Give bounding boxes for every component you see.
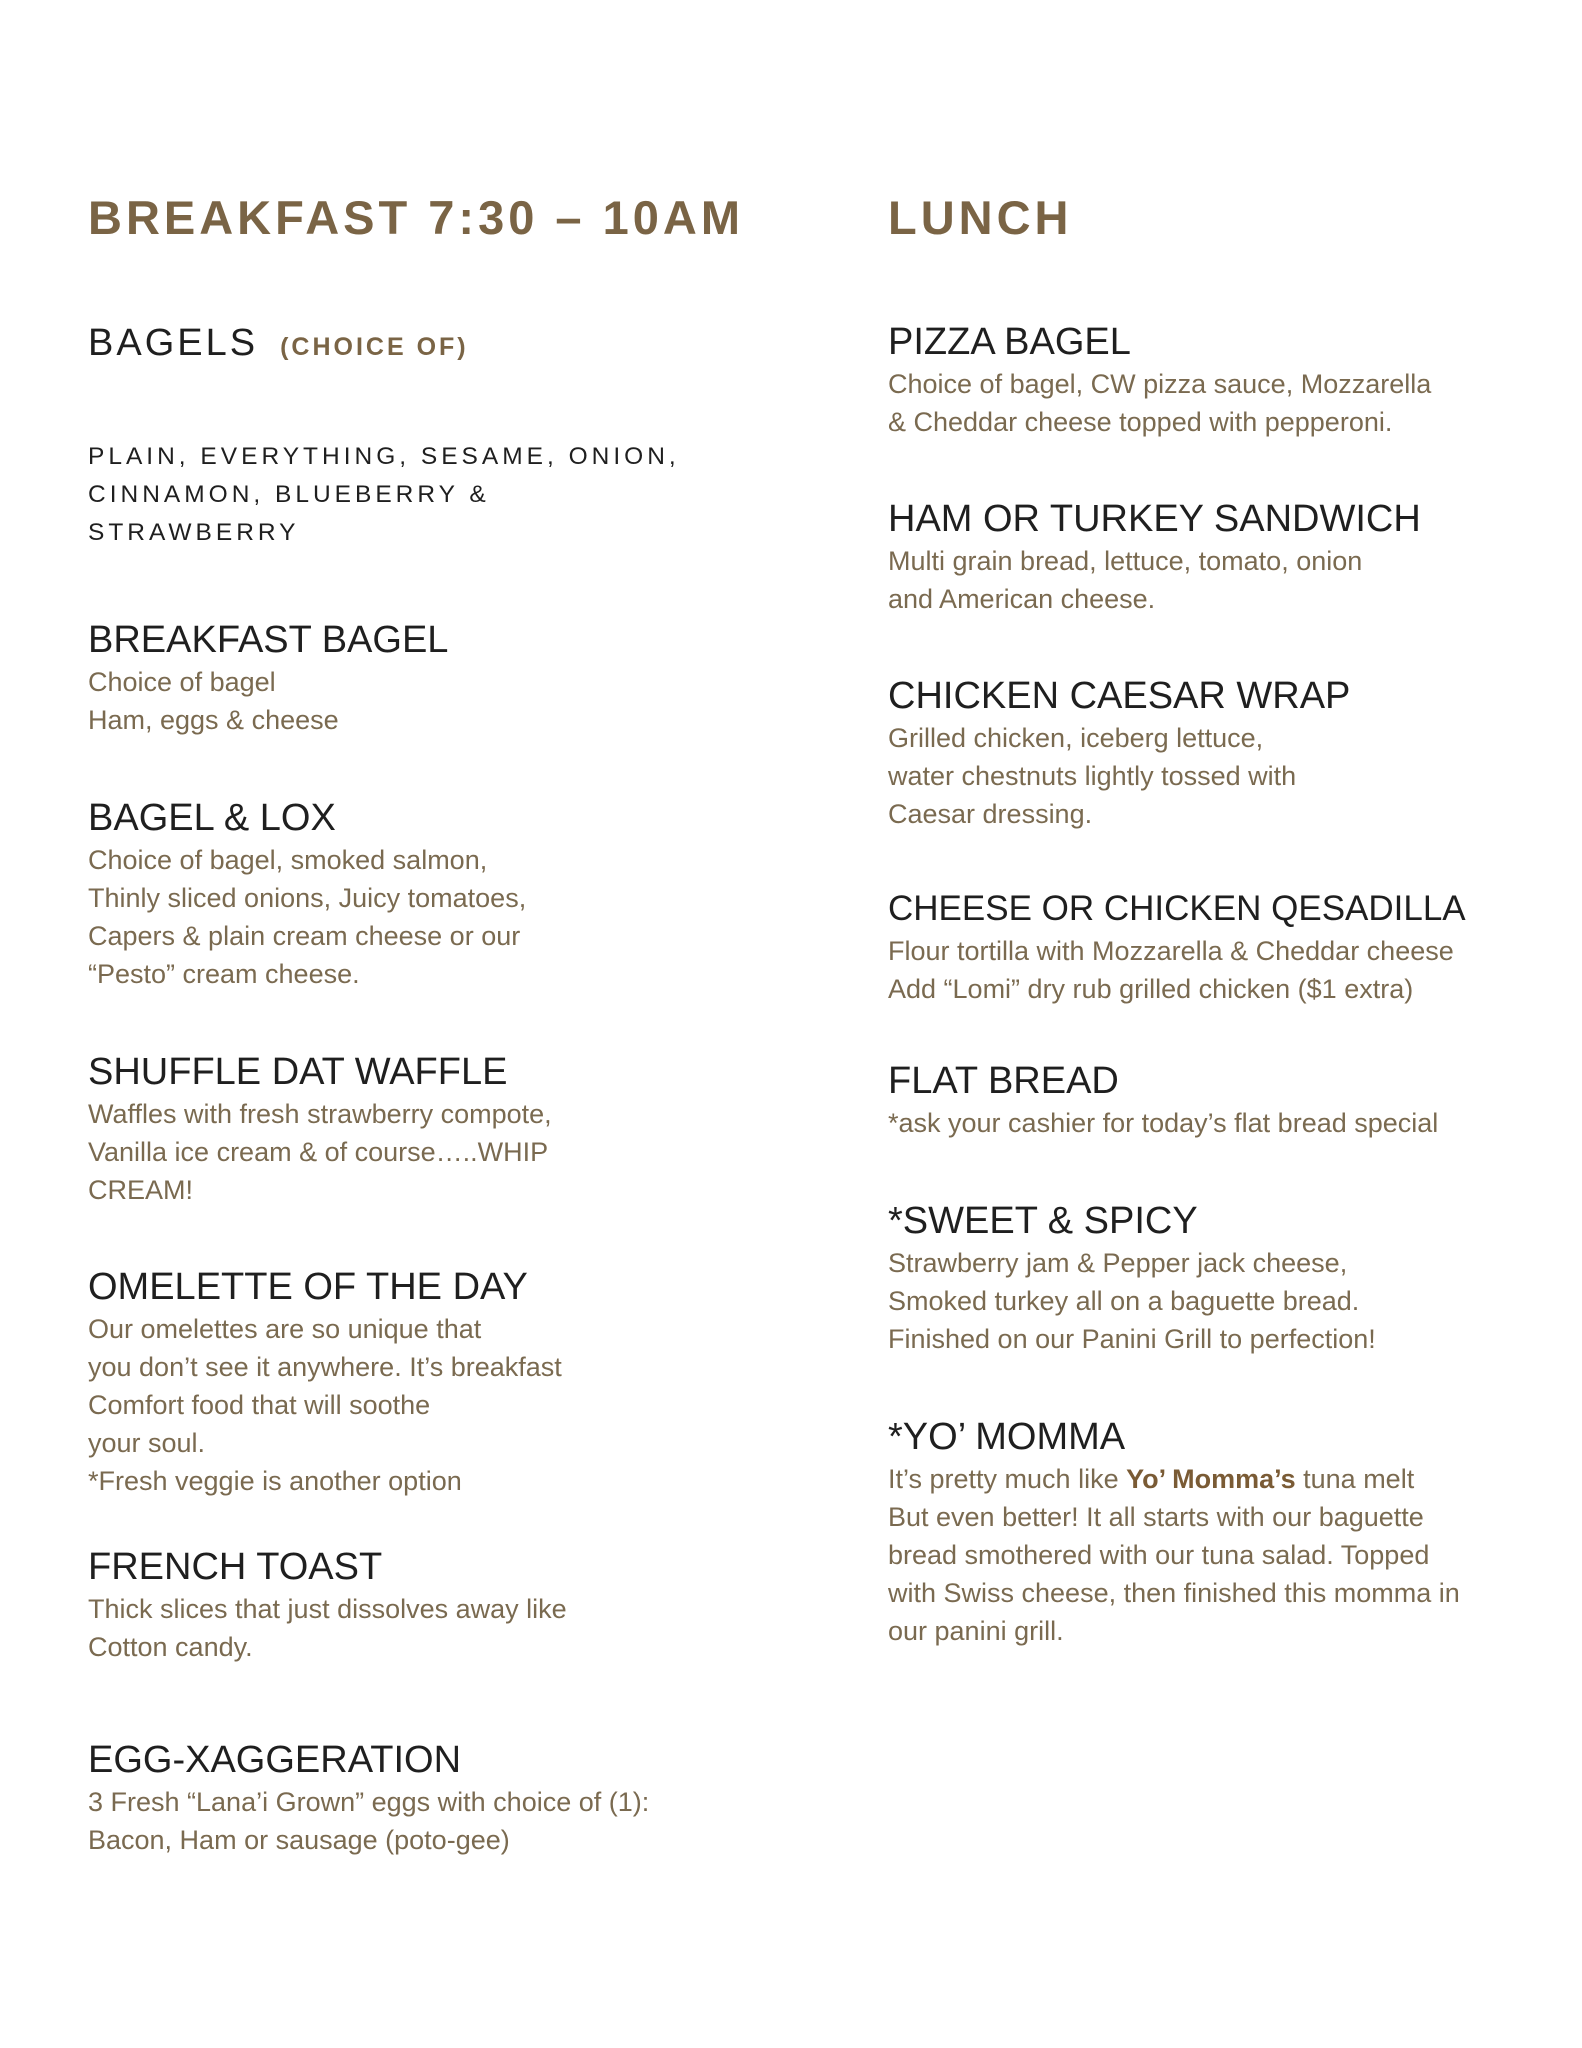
menu-item-title: SHUFFLE DAT WAFFLE [88, 1051, 508, 1093]
bagel-flavors-line: CINNAMON, BLUEBERRY & [88, 481, 490, 508]
menu-item-description: 3 Fresh “Lana’i Grown” eggs with choice of (1): Bacon, Ham or sausage (poto-gee) [88, 1787, 650, 1855]
bagels-choice-label: (CHOICE OF) [280, 333, 469, 361]
menu-item-title: *YO’ MOMMA [888, 1416, 1126, 1458]
bagel-flavors-line: STRAWBERRY [88, 519, 300, 546]
menu-item-yo-momma [888, 1413, 1568, 1650]
menu-item-breakfast-bagel [88, 616, 768, 739]
menu-item-omelette-of-the-day [88, 1263, 768, 1500]
menu-item-description: Thick slices that just dissolves away like Cotton candy. [88, 1594, 567, 1662]
menu-item-egg-xaggeration [88, 1736, 768, 1859]
breakfast-heading: BREAKFAST 7:30 – 10AM [88, 191, 744, 244]
description-text: tuna melt But even better! It all starts with our baguette bread smothered with our tuna salad. Topped with Swiss cheese, then finished this momma in our panini grill. [888, 1464, 1460, 1646]
menu-item-title: CHICKEN CAESAR WRAP [888, 675, 1351, 717]
menu-item-cheese-or-chicken-qesadilla [888, 885, 1568, 1008]
menu-item-french-toast [88, 1543, 768, 1666]
menu-item-title: *SWEET & SPICY [888, 1200, 1198, 1242]
menu-item-title: FLAT BREAD [888, 1060, 1119, 1102]
menu-item-title: PIZZA BAGEL [888, 321, 1131, 363]
menu-item-description [888, 1460, 1568, 1650]
menu-item-description: *ask your cashier for today’s flat bread special [888, 1108, 1439, 1138]
menu-item-chicken-caesar-wrap [888, 672, 1568, 833]
menu-item-description: Choice of bagel, smoked salmon, Thinly sliced onions, Juicy tomatoes, Capers & plain cream cheese or our “Pesto” cream cheese. [88, 845, 527, 989]
menu-item-pizza-bagel [888, 318, 1568, 441]
menu-item-ham-or-turkey-sandwich [888, 495, 1568, 618]
highlighted-text: Yo’ Momma’s [1126, 1464, 1296, 1494]
menu-item-description: Choice of bagel Ham, eggs & cheese [88, 667, 339, 735]
menu-item-description: Flour tortilla with Mozzarella & Cheddar cheese Add “Lomi” dry rub grilled chicken ($1 extra) [888, 936, 1454, 1004]
bagels-title: BAGELS [88, 322, 259, 364]
menu-item-title: EGG-XAGGERATION [88, 1739, 462, 1781]
bagels-header [88, 322, 469, 365]
menu-item-bagel-lox [88, 794, 768, 993]
menu-item-flat-bread [888, 1057, 1568, 1142]
menu-item-description: Choice of bagel, CW pizza sauce, Mozzarella & Cheddar cheese topped with pepperoni. [888, 369, 1432, 437]
menu-item-title: BREAKFAST BAGEL [88, 619, 449, 661]
menu-item-title: CHEESE OR CHICKEN QESADILLA [888, 889, 1466, 928]
menu-item-title: BAGEL & LOX [88, 797, 336, 839]
menu-item-title: FRENCH TOAST [88, 1546, 383, 1588]
bagel-flavors-line: PLAIN, EVERYTHING, SESAME, ONION, [88, 443, 680, 470]
menu-item-description: Waffles with fresh strawberry compote, Vanilla ice cream & of course…..WHIP CREAM! [88, 1099, 552, 1205]
menu-item-title: OMELETTE OF THE DAY [88, 1266, 528, 1308]
menu-item-title: HAM OR TURKEY SANDWICH [888, 498, 1421, 540]
menu-item-sweet-and-spicy [888, 1197, 1568, 1358]
bagel-flavors-list [88, 438, 748, 552]
menu-item-description: Our omelettes are so unique that you don’t see it anywhere. It’s breakfast Comfort food that will soothe your soul. *Fresh veggie is another option [88, 1314, 562, 1496]
menu-item-description: Multi grain bread, lettuce, tomato, onion and American cheese. [888, 546, 1363, 614]
menu-item-description: Strawberry jam & Pepper jack cheese, Smoked turkey all on a baguette bread. Finished on our Panini Grill to perfection! [888, 1248, 1376, 1354]
lunch-heading: LUNCH [888, 191, 1073, 244]
menu-item-shuffle-dat-waffle [88, 1048, 768, 1209]
description-text: It’s pretty much like [888, 1464, 1127, 1494]
menu-item-description: Grilled chicken, iceberg lettuce, water chestnuts lightly tossed with Caesar dressing. [888, 723, 1297, 829]
